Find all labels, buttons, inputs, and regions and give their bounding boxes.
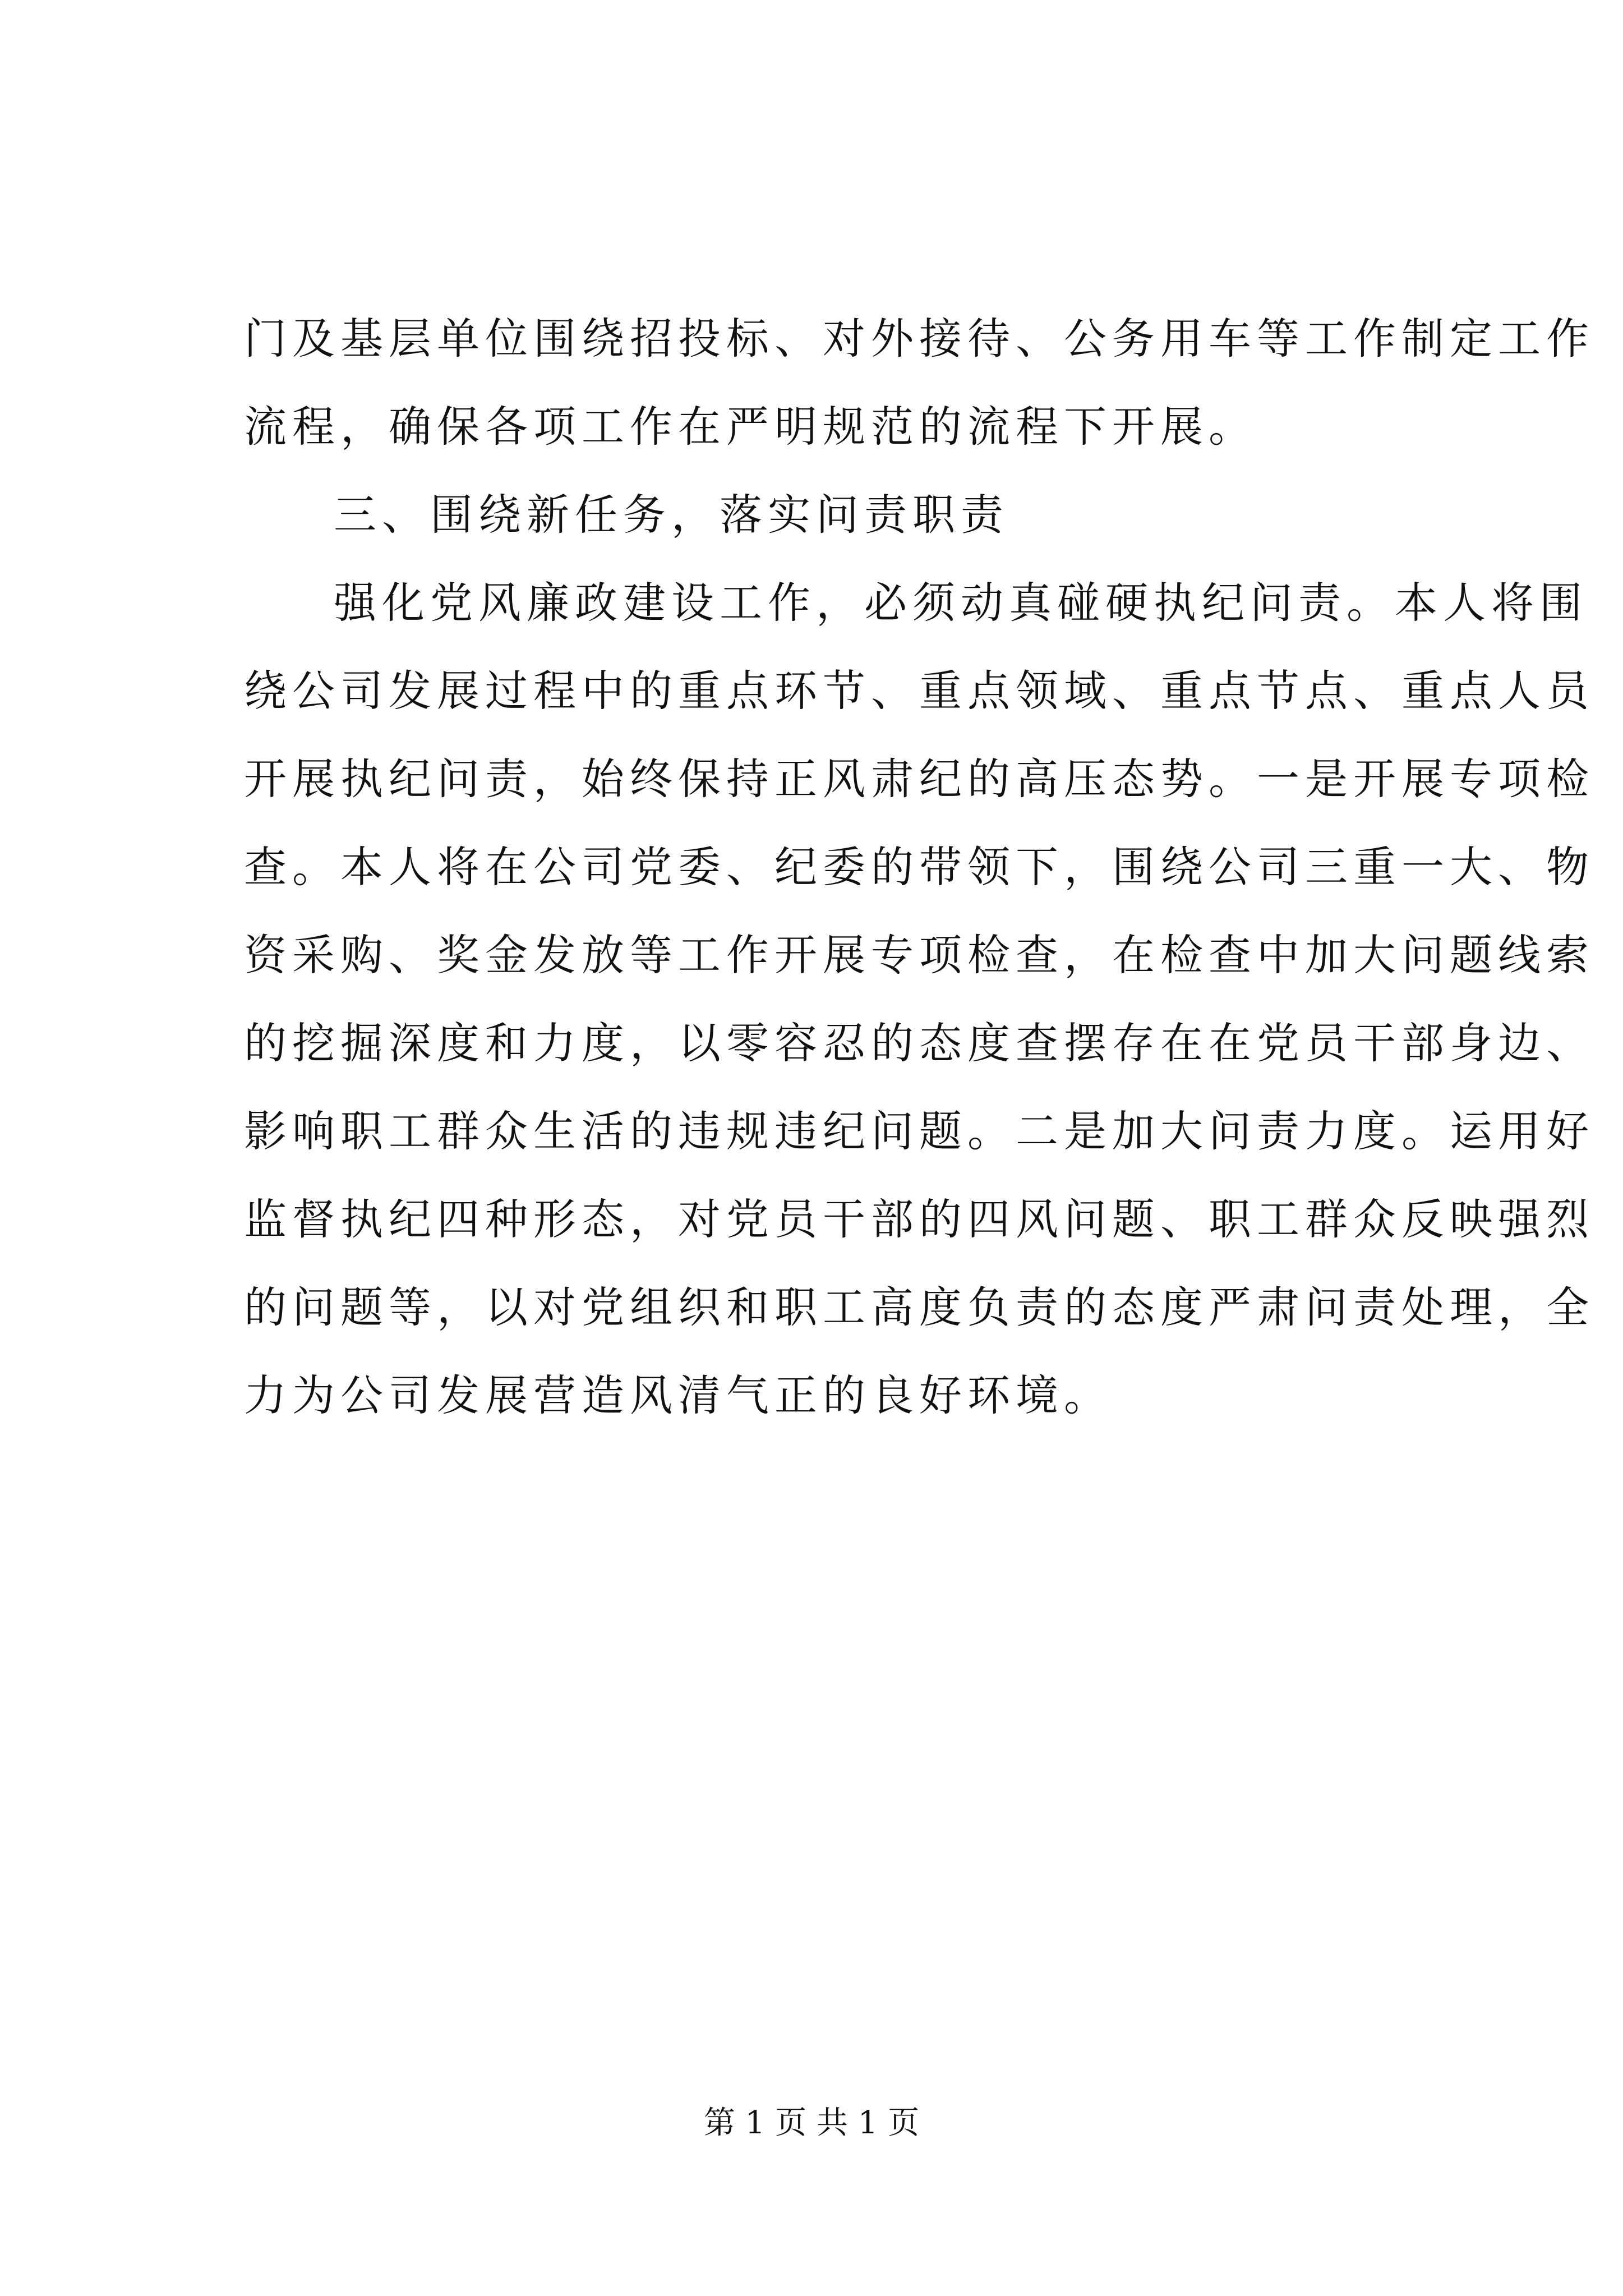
- text-line: 开展执纪问责，始终保持正风肃纪的高压态势。一是开展专项检: [244, 754, 1594, 804]
- document-body: [244, 295, 1594, 1439]
- paragraph-first-line: 强化党风廉政建设工作，必须动真碰硬执纪问责。本人将围: [334, 578, 1588, 628]
- text-line: 影响职工群众生活的违规违纪问题。二是加大问责力度。运用好: [244, 1106, 1594, 1156]
- text-line: 监督执纪四种形态，对党员干部的四风问题、职工群众反映强烈: [244, 1194, 1594, 1244]
- text-line: 流程，确保各项工作在严明规范的流程下开展。: [244, 402, 1257, 452]
- page-number-footer: 第 1 页 共 1 页: [703, 2105, 920, 2141]
- text-line: 力为公司发展营造风清气正的良好环境。: [244, 1370, 1112, 1420]
- section-heading: 三、围绕新任务，落实问责职责: [334, 490, 1009, 540]
- text-line: 绕公司发展过程中的重点环节、重点领域、重点节点、重点人员: [244, 666, 1594, 716]
- text-line: 的挖掘深度和力度，以零容忍的态度查摆存在在党员干部身边、: [244, 1018, 1594, 1068]
- text-line: 资采购、奖金发放等工作开展专项检查，在检查中加大问题线索: [244, 930, 1594, 980]
- text-line: 的问题等，以对党组织和职工高度负责的态度严肃问责处理，全: [244, 1282, 1594, 1332]
- text-line: 门及基层单位围绕招投标、对外接待、公务用车等工作制定工作: [244, 314, 1594, 364]
- text-line: 查。本人将在公司党委、纪委的带领下，围绕公司三重一大、物: [244, 842, 1594, 892]
